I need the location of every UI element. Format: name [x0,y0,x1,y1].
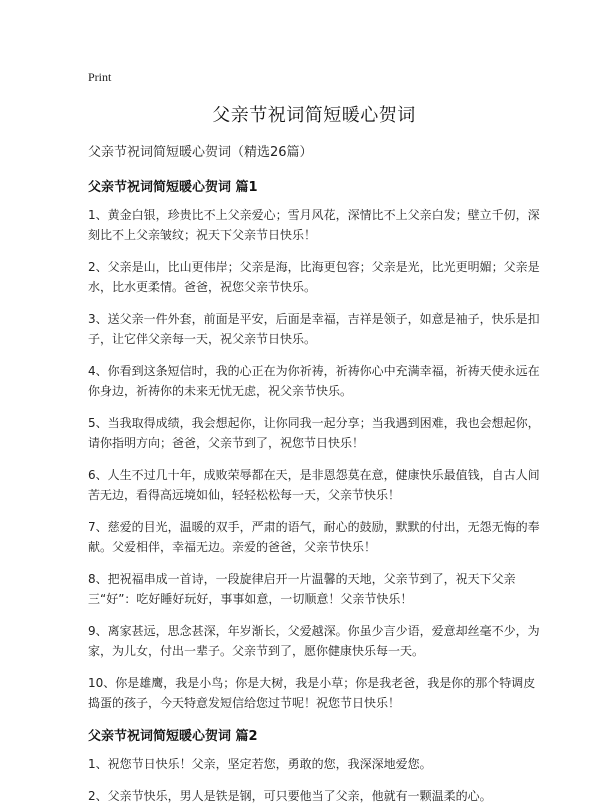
document-title: 父亲节祝词简短暖心贺词 [212,105,416,126]
section-heading: 父亲节祝词简短暖心贺词 篇2 [88,729,258,744]
paragraph: 2、父亲是山，比山更伟岸；父亲是海，比海更包容；父亲是光，比光更明媚；父亲是水，比水更柔情。爸爸，祝您父亲节快乐。 [88,260,540,294]
paragraph: 9、离家甚远，思念甚深，年岁渐长，父爱越深。你虽少言少语，爱意却丝毫不少，为家，为儿女，付出一辈子。父亲节到了，愿你健康快乐每一天。 [88,624,540,658]
section-1 [88,176,540,713]
paragraph: 8、把祝福串成一首诗，一段旋律启开一片温馨的天地，父亲节到了，祝天下父亲三“好”：吃好睡好玩好，事事如意，一切顺意！父亲节快乐！ [88,572,516,606]
paragraph: 1、黄金白银，珍贵比不上父亲爱心；雪月风花，深情比不上父亲白发；壁立千仞，深刻比不上父亲皱纹；祝天下父亲节日快乐！ [88,208,540,242]
paragraph: 4、你看到这条短信时，我的心正在为你祈祷，祈祷你心中充满幸福，祈祷天使永远在你身边，祈祷你的未来无忧无虑，祝父亲节快乐。 [88,364,540,398]
paragraph: 6、人生不过几十年，成败荣辱都在天，是非恩怨莫在意，健康快乐最值钱，自古人间苦无边，看得高远境如仙，轻轻松松每一天，父亲节快乐！ [88,468,540,502]
document-subtitle: 父亲节祝词简短暖心贺词（精选26篇） [88,145,313,160]
paragraph: 7、慈爱的目光，温暖的双手，严肃的语气，耐心的鼓励，默默的付出，无怨无悔的奉献。父爱相伴，幸福无边。亲爱的爸爸，父亲节快乐！ [88,520,540,554]
paragraph: 2、父亲节快乐，男人是铁是钢，可只要他当了父亲，他就有一颗温柔的心。 [88,789,492,803]
paragraph: 10、你是雄鹰，我是小鸟；你是大树，我是小草；你是我老爸，我是你的那个特调皮捣蛋的孩子，今天特意发短信给您过节呢！祝您节日快乐！ [88,676,536,710]
paragraph: 1、祝您节日快乐！父亲，坚定若您，勇敢的您，我深深地爱您。 [88,757,432,771]
paragraph: 3、送父亲一件外套，前面是平安，后面是幸福，吉祥是领子，如意是袖子，快乐是扣子，让它伴父亲每一天，祝父亲节日快乐。 [88,312,540,346]
print-label[interactable]: Print [88,70,112,84]
section-2 [88,725,540,806]
section-heading: 父亲节祝词简短暖心贺词 篇1 [88,180,258,195]
paragraph: 5、当我取得成绩，我会想起你，让你同我一起分享；当我遇到困难，我也会想起你，请你指明方向；爸爸，父亲节到了，祝您节日快乐！ [88,416,540,450]
